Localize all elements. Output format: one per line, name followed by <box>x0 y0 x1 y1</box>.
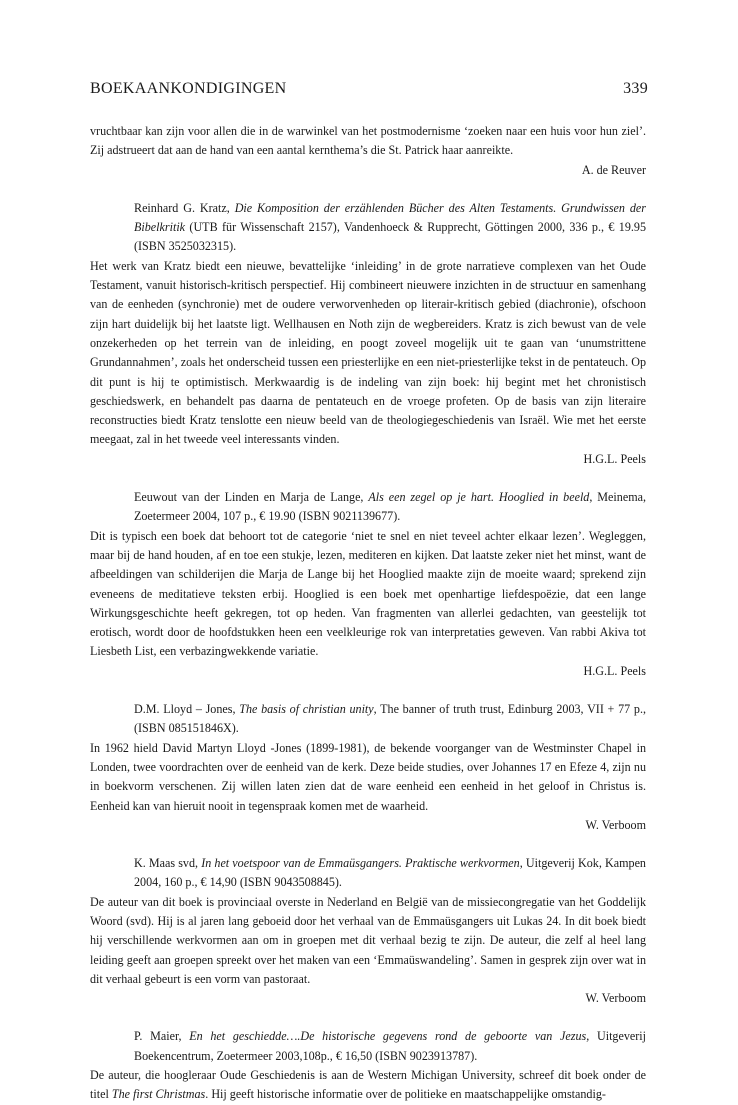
page-body <box>90 122 646 1105</box>
book-title: In het voetspoor van de Emmaüsgangers. Praktische werkvormen <box>201 856 520 871</box>
reviewer-signature: H.G.L. Peels <box>583 663 646 678</box>
book-citation: P. Maier, En het geschiedde….De historische gegevens rond de geboorte van Jezus, Uitgeverij Boekencentrum, Zoetermeer 2003,108p., € 16,50 (ISBN 9023913787). <box>134 1029 646 1063</box>
review-body: Dit is typisch een boek dat behoort tot de categorie ‘niet te snel en niet teveel achter elkaar lezen’. Wegleggen, maar bij de hand houden, af en toe een stukje, lezen, mediteren en kijken. Dat laatste zeker niet het minst, want de afbeeldingen van schilderijen die Marja de Lange bij het Hooglied maakte zijn de moeite waard; sprekend zijn eveneens de meditatieve teksten erbij. Hooglied is een boek met openhartige liefdespoëzie, dat een lange Wirkungsgeschichte heeft gekregen, tot op heden. Van fragmenten van allerlei gedachten, van geestelijk tot erotisch, wordt door de hoofdstukken heen een veelkleurige rok van interpretaties geweven. Van rabbi Akiva tot Liesbeth List, een verbazingwekkende variatie. <box>90 528 646 659</box>
reviewer-signature: H.G.L. Peels <box>583 451 646 466</box>
review-body: Het werk van Kratz biedt een nieuwe, bevattelijke ‘inleiding’ in de grote narratieve complexen van het Oude Testament, vanuit historisch-kritisch perspectief. Hij combineert nieuwere inzichten in de structuur en samenhang van de eenheden (synchronie) met de oudere verworvenheden op literair-kritisch gebied (diachronie), ofschoon zijn hart duidelijk bij het laatste ligt. Wellhausen en Noth zijn de wegbereiders. Kratz is zich bewust van de vele onzekerheden op het terrein van de inleiding, en poogt zoveel mogelijk uit te gaan van ‘unumstrittene Grundannahmen’, zoals het onderscheid tussen een priesterlijke en een niet-priesterlijke tekst in de pentateuch. Op dit punt is hij te optimistisch. Merkwaardig is de indeling van zijn boek: hij begint met het chronistisch geschiedswerk, en behandelt pas daarna de pentateuch en de vroege profeten. Op de basis van zijn literaire reconstructies biedt Kratz tenslotte een nieuw beeld van de theologiegeschiedenis van Israël. Wie met het eerste meegaat, zal in het tweede veel interessants vinden. <box>90 258 646 447</box>
review-body: De auteur, die hoogleraar Oude Geschiedenis is aan de Western Michigan University, schreef dit boek onder de titel The first Christmas. Hij geeft historische informatie over de politieke en maatschappelijke omstandig- <box>90 1068 646 1102</box>
page-number: 339 <box>623 80 648 97</box>
reviewer-signature: W. Verboom <box>585 991 646 1006</box>
review-body: De auteur van dit boek is provinciaal overste in Nederland en België van de missiecongregatie van het Goddelijk Woord (svd). Hij is al jaren lang geboeid door het verhaal van de Emmaüsgangers uit Lukas 24. In dit boek biedt hij verschillende werkvormen aan om in groepen met dit verhaal bezig te zijn. De auteur, die zelf al heel lang leiding geeft aan groepen spreekt over het maken van een ‘Emmaüswandeling’. Samen in gesprek zijn over wat in dit verhaal gebeurt is een vorm van pastoraat. <box>90 894 646 986</box>
book-title: The basis of christian unity <box>239 702 374 717</box>
review-body: vruchtbaar kan zijn voor allen die in de warwinkel van het postmodernisme ‘zoeken naar een huis voor hun ziel’. Zij adstrueert dat aan de hand van een aantal kernthema’s die St. Patrick haar aanreikte. <box>90 124 646 158</box>
book-title: Als een zegel op je hart. Hooglied in beeld <box>368 490 590 505</box>
book-citation: Eeuwout van der Linden en Marja de Lange, Als een zegel op je hart. Hooglied in beeld, Meinema, Zoetermeer 2004, 107 p., € 19.90 (ISBN 9021139677). <box>134 490 646 524</box>
reviewer-signature: A. de Reuver <box>581 162 646 177</box>
book-title: En het geschiedde….De historische gegevens rond de geboorte van Jezus, <box>189 1029 590 1044</box>
reviewer-signature: W. Verboom <box>585 817 646 832</box>
book-citation: D.M. Lloyd – Jones, The basis of christian unity, The banner of truth trust, Edinburg 2003, VII + 77 p., (ISBN 085151846X). <box>134 702 646 736</box>
book-citation: K. Maas svd, In het voetspoor van de Emmaüsgangers. Praktische werkvormen, Uitgeverij Kok, Kampen 2004, 160 p., € 14,90 (ISBN 9043508845). <box>134 856 646 890</box>
running-title: BOEKAANKONDIGINGEN <box>90 80 287 97</box>
running-header <box>90 80 648 98</box>
book-citation: Reinhard G. Kratz, Die Komposition der erzählenden Bücher des Alten Testaments. Grundwissen der Bibelkritik (UTB für Wissenschaft 2157), Vandenhoeck & Rupprecht, Göttingen 2000, 336 p., € 19.95 (ISBN 3525032315). <box>134 200 646 254</box>
book-title: The first Christmas <box>111 1087 206 1102</box>
book-title: Die Komposition der erzählenden Bücher des Alten Testaments. Grundwissen der Bibelkritik <box>134 200 646 235</box>
review-body: In 1962 hield David Martyn Lloyd -Jones (1899-1981), de bekende voorganger van de Westminster Chapel in Londen, twee voordrachten over de eenheid van de kerk. Deze beide studies, over Johannes 17 en Efeze 4, zijn nu in boekvorm verschenen. Zij willen laten zien dat de ware eenheid een eenheid in het geloof in Christus is. Eenheid kan van hieruit nooit in tegenspraak komen met de waarheid. <box>90 740 646 813</box>
